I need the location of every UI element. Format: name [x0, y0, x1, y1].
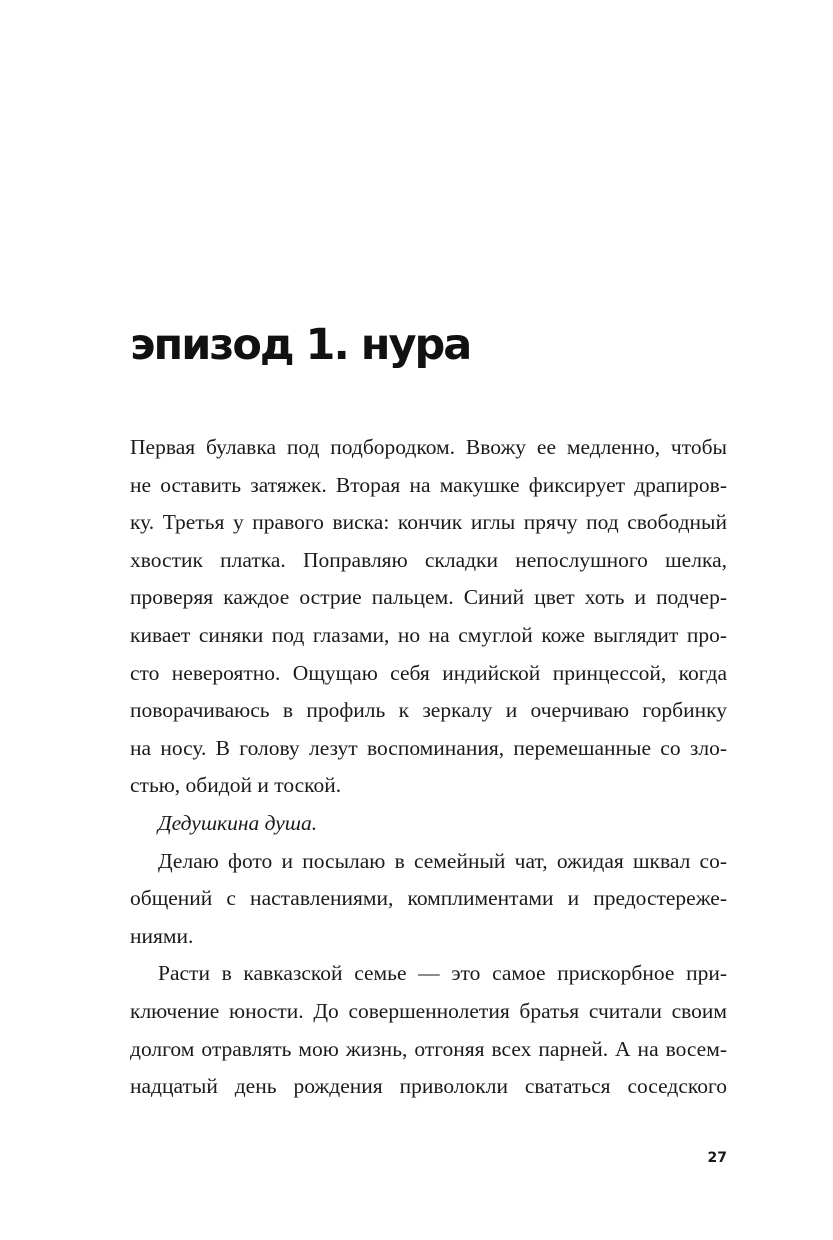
- text-line: долгом отравлять мою жизнь, отгоняя всех парней. А на восем-: [130, 1036, 727, 1061]
- text-line: поворачиваюсь в профиль к зеркалу и очерчиваю горбинку: [130, 698, 727, 723]
- text-line: Первая булавка под подбородком. Ввожу ее медленно, чтобы: [130, 435, 727, 459]
- text-line: хвостик платка. Поправляю складки непослушного шелка,: [130, 547, 727, 572]
- chapter-title: эпизод 1. нура: [130, 320, 471, 370]
- text-line: надцатый день рождения приволокли свататься соседского: [130, 1074, 727, 1099]
- text-line: ку. Третья у правого виска: кончик иглы прячу под свободный: [130, 510, 727, 535]
- text-line: кивает синяки под глазами, но на смуглой коже выглядит про-: [130, 622, 727, 647]
- text-line: сто невероятно. Ощущаю себя индийской принцессой, когда: [130, 660, 727, 685]
- text-line: стью, обидой и тоской.: [130, 773, 342, 798]
- italic-text-line: Дедушкина душа.: [158, 810, 318, 835]
- text-line: на носу. В голову лезут воспоминания, перемешанные со зло-: [130, 735, 727, 760]
- body-text: [130, 429, 727, 1106]
- text-line: общений с наставлениями, комплиментами и предостереже-: [130, 886, 727, 911]
- text-line: Расти в кавказской семье — это самое прискорбное при-: [158, 961, 727, 986]
- text-line: ниями.: [130, 923, 194, 948]
- text-line: ключение юности. До совершеннолетия братья считали своим: [130, 998, 727, 1023]
- text-line: не оставить затяжек. Вторая на макушке фиксирует драпиров-: [130, 472, 727, 497]
- text-line: Делаю фото и посылаю в семейный чат, ожидая шквал со-: [158, 848, 727, 873]
- text-line: проверяя каждое острие пальцем. Синий цвет хоть и подчер-: [130, 585, 727, 610]
- page-number: 27: [707, 1150, 727, 1166]
